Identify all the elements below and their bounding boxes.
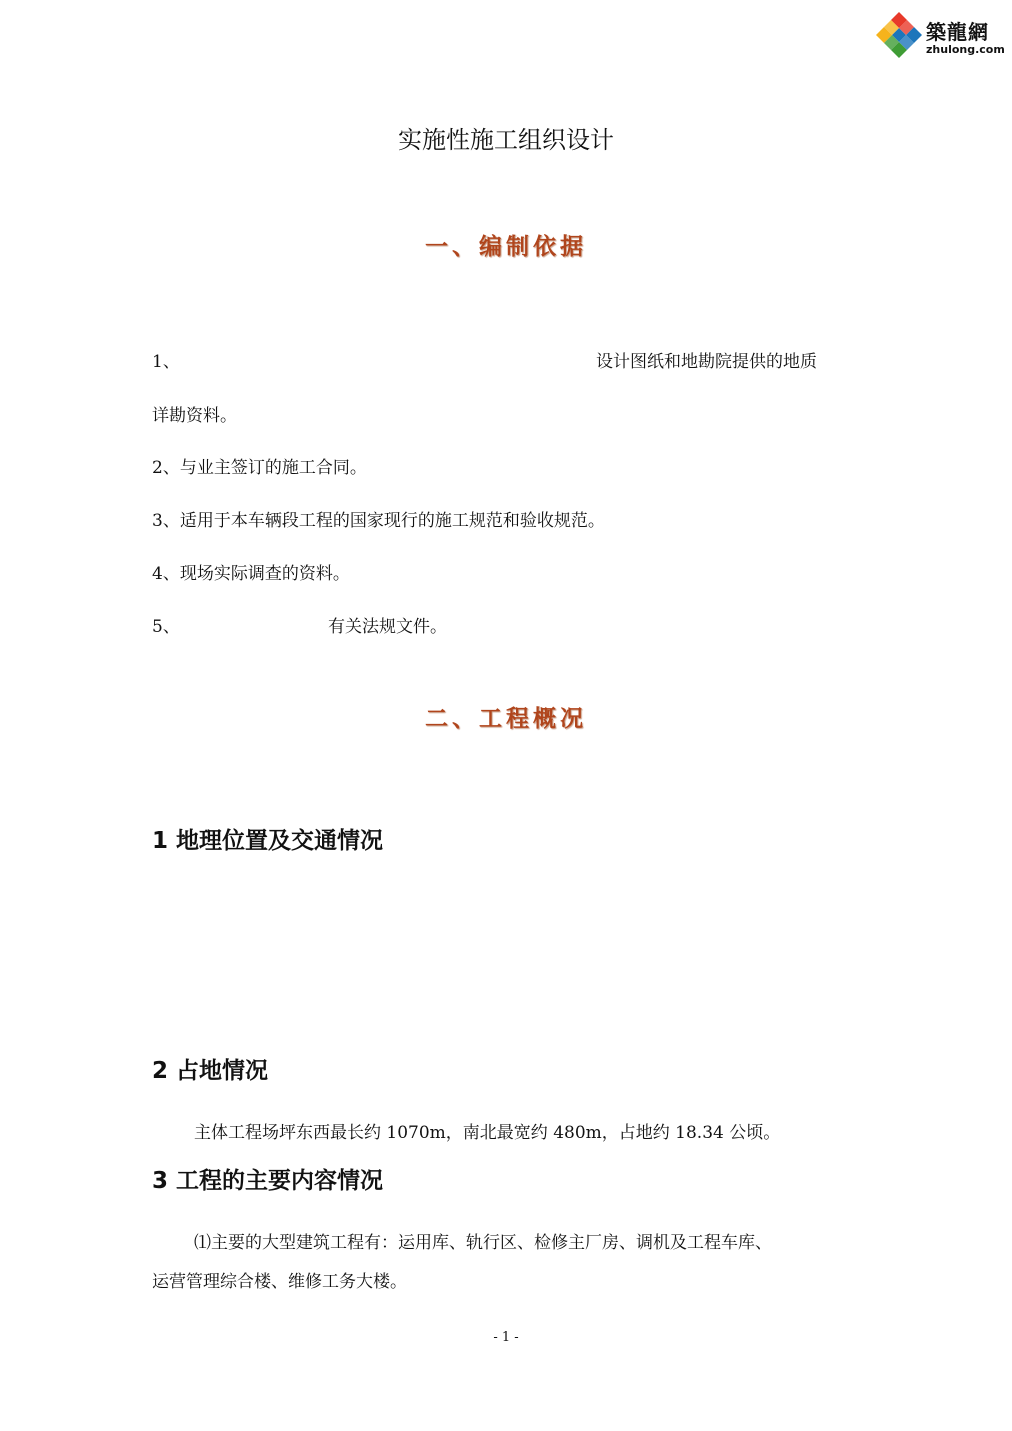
logo-name: 築龍網 (926, 20, 989, 44)
list-item-1-continuation: 详勘资料。 (152, 406, 237, 426)
list-item-3-number: 3、 (152, 511, 180, 531)
subsection-land-heading: 2 占地情况 (152, 1058, 269, 1084)
subsection-scope-body-line2: 运营管理综合楼、维修工务大楼。 (152, 1272, 407, 1292)
list-item-5-number: 5、 (152, 617, 180, 637)
logo-domain: zhulong.com (926, 43, 1005, 56)
subsection-scope-body-line1: ⑴主要的大型建筑工程有：运用库、轨行区、检修主厂房、调机及工程车库、 (194, 1233, 772, 1253)
subsection-geography-heading: 1 地理位置及交通情况 (152, 828, 384, 854)
list-item-1-number: 1、 (152, 352, 180, 372)
subsection-land-body: 主体工程场坪东西最长约 1070m，南北最宽约 480m，占地约 18.34 公顷。 (194, 1123, 781, 1143)
list-item-2-text: 与业主签订的施工合同。 (179, 458, 367, 478)
zhulong-emblem-icon (874, 10, 924, 60)
list-item-4-number: 4、 (152, 564, 180, 584)
list-item-3-text: 适用于本车辆段工程的国家现行的施工规范和验收规范。 (179, 511, 605, 531)
zhulong-logo (874, 10, 1004, 62)
list-item-3 (152, 509, 605, 533)
list-item-1-text: 设计图纸和地勘院提供的地质 (596, 352, 817, 372)
list-item-4-text: 现场实际调查的资料。 (179, 564, 350, 584)
list-item-4 (152, 562, 350, 586)
section2-heading: 二、工程概况 (425, 705, 587, 732)
document-title: 实施性施工组织设计 (398, 126, 614, 154)
section1-heading: 一、编制依据 (425, 233, 587, 260)
list-item-2-number: 2、 (152, 458, 180, 478)
page-number: - 1 - (493, 1330, 519, 1345)
list-item-5-text: 有关法规文件。 (328, 617, 447, 637)
subsection-scope-heading: 3 工程的主要内容情况 (152, 1168, 384, 1194)
list-item-2 (152, 456, 367, 480)
